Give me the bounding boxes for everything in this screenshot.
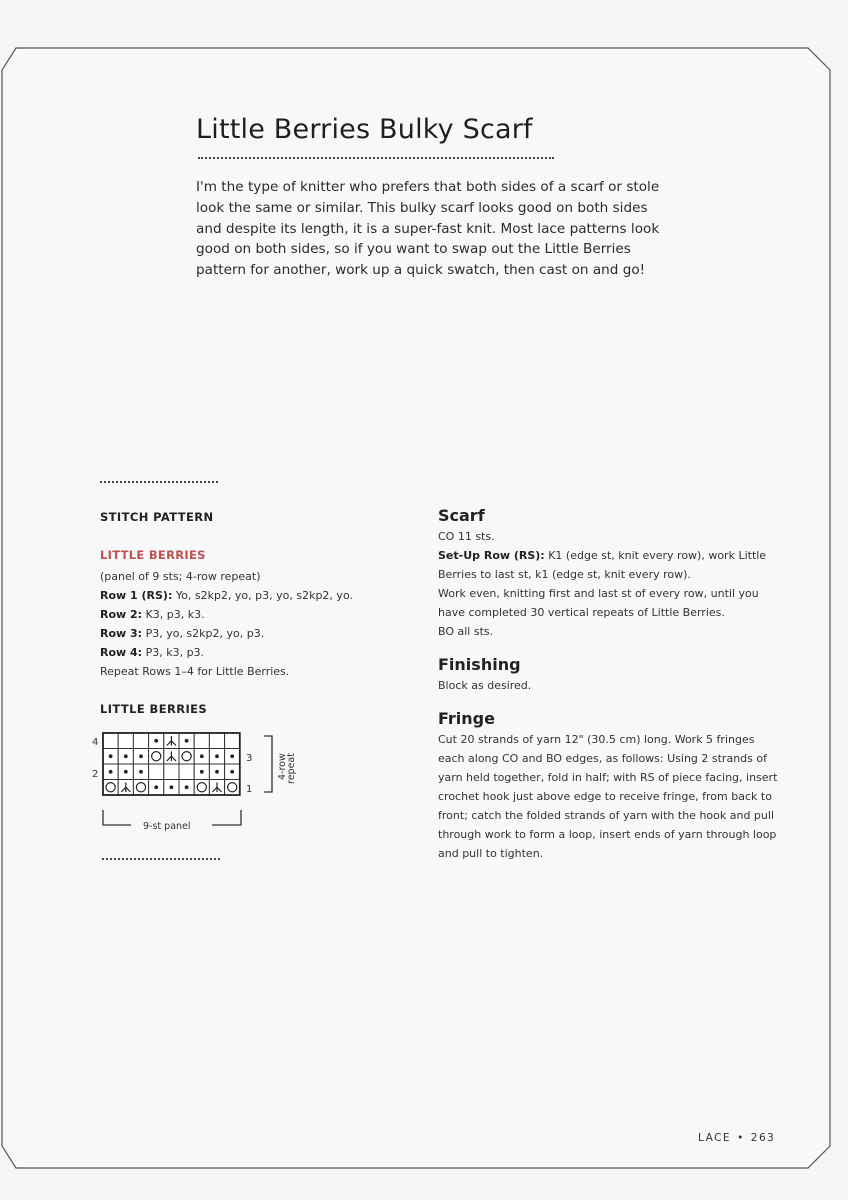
chart-cell-dot [194,764,209,780]
chart-cell-dot [209,749,224,765]
setup-row-body: K1 (edge st, knit every row), work Little Berries to last st, k1 (edge st, knit every row). [438,549,767,581]
chart-cell-lambda [209,780,224,796]
chart-cell-dot [164,780,179,796]
repeat-note: Repeat Rows 1–4 for Little Berries. [100,665,290,678]
chart-cell-o [194,780,209,796]
row-label: Row 3: [100,627,143,640]
repeat-bracket [264,736,272,792]
setup-row-text [438,546,783,584]
page-number: 263 [750,1132,776,1144]
scarf-body-text: Work even, knitting first and last st of every row, until you have completed 30 vertical repeats of Little Berries. [438,587,759,619]
chart-cell-lambda [164,733,179,749]
fringe-text: Cut 20 strands of yarn 12" (30.5 cm) long. Work 5 fringes each along CO and BO edges, as follows: Using 2 strands of yarn held together, fold in half; with RS of piece facing, insert crochet hook just above edge to receive fringe, from back to front; catch the folded strands of yarn with the hook and pull through work to form a loop, insert ends of yarn through loop and pull to tighten. [438,733,778,860]
stitch-pattern-heading: STITCH PATTERN [100,510,214,524]
stitch-chart [84,728,304,838]
chart-cell-dot [194,749,209,765]
chart-cell-dot [149,733,164,749]
chart-cell-knit [194,733,209,749]
chart-cell-dot [133,749,148,765]
chart-cell-knit [149,764,164,780]
row-text: P3, yo, s2kp2, yo, p3. [145,627,265,640]
row-label: Row 1 (RS): [100,589,173,602]
chart-heading: LITTLE BERRIES [100,702,208,716]
row-instruction [100,605,390,624]
chart-cell-dot [225,749,240,765]
footer-section: LACE [698,1132,732,1144]
chart-cell-o [225,780,240,796]
chart-cell-dot [209,764,224,780]
chart-cell-dot [118,749,133,765]
section-divider-bottom [102,858,220,860]
panel-bracket-right [212,810,241,825]
row-number-right: 3 [246,753,253,764]
row-number-left: 2 [92,769,99,780]
row-label: Row 2: [100,608,143,621]
chart-cell-dot [179,733,194,749]
row-text: P3, k3, p3. [145,646,205,659]
repeat-label-line1: 4-row [277,753,288,780]
chart-cell-knit [103,733,118,749]
panel-note: (panel of 9 sts; 4-row repeat) [100,570,261,583]
chart-cell-dot [149,780,164,796]
row-instruction [100,624,390,643]
cast-on-text: CO 11 sts. [438,530,495,543]
chart-cell-lambda [164,749,179,765]
instructions-column [438,506,783,863]
row-text: K3, p3, k3. [145,608,205,621]
chart-cell-knit [118,733,133,749]
chart-cell-knit [225,733,240,749]
finishing-text: Block as desired. [438,679,532,692]
row-text: Yo, s2kp2, yo, p3, yo, s2kp2, yo. [175,589,353,602]
chart-cell-o [103,780,118,796]
row-instruction [100,586,390,605]
stitch-instructions [100,567,390,681]
row-label: Row 4: [100,646,143,659]
page-title: Little Berries Bulky Scarf [196,114,533,145]
fringe-heading: Fringe [438,709,495,728]
finishing-heading: Finishing [438,655,521,674]
chart-cell-o [149,749,164,765]
chart-cell-o [133,780,148,796]
pattern-name: LITTLE BERRIES [100,548,206,562]
chart-cell-dot [118,764,133,780]
chart-cell-knit [133,733,148,749]
section-divider-top [100,481,218,483]
chart-cell-o [179,749,194,765]
bind-off-text: BO all sts. [438,625,494,638]
chart-cell-knit [179,764,194,780]
setup-row-label: Set-Up Row (RS): [438,549,545,562]
chart-cell-lambda [118,780,133,796]
chart-cell-dot [225,764,240,780]
scarf-heading: Scarf [438,506,485,525]
row-number-right: 1 [246,784,253,795]
intro-paragraph: I'm the type of knitter who prefers that both sides of a scarf or stole look the same or similar. This bulky scarf looks good on both sides and despite its length, it is a super-fast knit. Most lace patterns look good on both sides, so if you want to swap out the Little Berries pattern for another, work up a quick swatch, then cast on and go! [196,179,660,279]
chart-cell-knit [209,733,224,749]
chart-cell-dot [133,764,148,780]
panel-bracket-left [103,810,131,825]
title-divider [198,157,554,159]
row-number-left: 4 [92,737,99,748]
chart-cell-dot [103,764,118,780]
chart-cell-knit [164,764,179,780]
chart-cell-dot [103,749,118,765]
footer-separator: • [737,1132,745,1144]
chart-graphic [84,728,304,838]
repeat-label-line2: repeat [286,753,297,784]
panel-label: 9-st panel [143,821,191,832]
chart-cell-dot [179,780,194,796]
row-instruction [100,643,390,662]
page-footer [698,1132,775,1144]
